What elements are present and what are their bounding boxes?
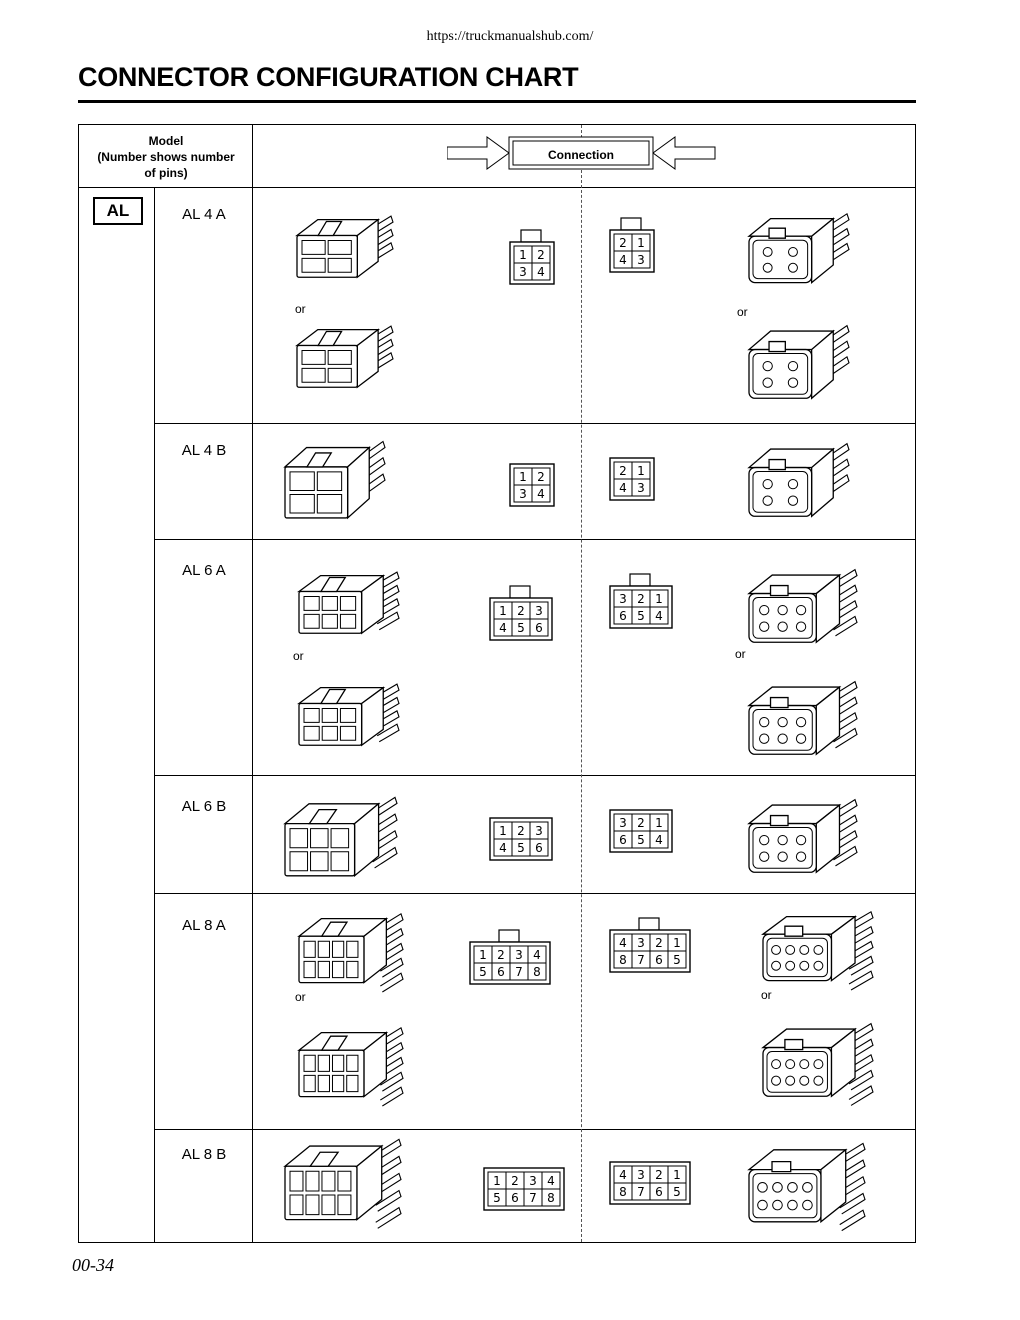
pin-number: 1	[655, 592, 663, 606]
female-connector-al4a-alt-icon	[743, 321, 851, 405]
pin-number: 1	[673, 936, 681, 950]
pin-number: 2	[517, 604, 525, 618]
pin-number: 1	[479, 948, 487, 962]
pin-number: 4	[619, 1168, 627, 1182]
model-label: AL 4 B	[181, 442, 227, 459]
pin-number: 7	[515, 965, 523, 979]
pin-number: 5	[517, 621, 525, 635]
pin-number: 3	[519, 487, 527, 501]
pin-number: 2	[655, 936, 663, 950]
connector-chart	[78, 124, 916, 1243]
pin-number: 7	[637, 953, 645, 967]
female-connector-al8a-icon	[757, 907, 875, 987]
pin-number: 3	[519, 265, 527, 279]
male-connector-al6b-icon	[279, 793, 399, 883]
pin-number: 3	[619, 816, 627, 830]
pin-number: 6	[655, 953, 663, 967]
model-column-divider	[252, 125, 253, 1242]
source-url: https://truckmanualshub.com/	[426, 29, 594, 44]
male-connector-al6a-icon	[293, 567, 401, 639]
model-label: AL 6 B	[181, 798, 227, 815]
alternative-label: or	[761, 988, 772, 1002]
model-header-line: (Number shows number	[97, 150, 235, 164]
pin-number: 7	[529, 1191, 537, 1205]
series-column-divider	[154, 187, 155, 1242]
male-connector-al6a-alt-icon	[293, 679, 401, 751]
pin-number: 4	[655, 833, 663, 847]
pin-number: 6	[535, 841, 543, 855]
male-connector-al4a-icon	[291, 211, 395, 283]
male-pin-layout-al4a	[509, 229, 555, 285]
row-divider	[154, 539, 915, 540]
pin-number: 1	[655, 816, 663, 830]
pin-number: 2	[637, 592, 645, 606]
pin-number: 2	[517, 824, 525, 838]
male-pin-layout-al8b	[483, 1167, 565, 1211]
model-label: AL 4 A	[182, 206, 226, 223]
pin-number: 2	[511, 1174, 519, 1188]
pin-number: 1	[493, 1174, 501, 1188]
alternative-label: or	[295, 302, 306, 316]
female-pin-layout-al6b	[609, 809, 673, 853]
series-label: AL	[93, 197, 143, 225]
pin-number: 4	[537, 265, 545, 279]
female-connector-al6a-icon	[743, 565, 859, 649]
pin-number: 1	[499, 824, 507, 838]
pin-number: 1	[637, 236, 645, 250]
model-label: AL 8 A	[182, 917, 226, 934]
male-connector-al4a-alt-icon	[291, 321, 395, 393]
row-divider	[154, 1129, 915, 1130]
pin-number: 4	[655, 609, 663, 623]
pin-number: 2	[637, 816, 645, 830]
pin-number: 3	[535, 824, 543, 838]
male-connector-al4b-icon	[279, 437, 387, 525]
pin-number: 3	[619, 592, 627, 606]
male-pin-layout-al8a	[469, 929, 551, 985]
pin-number: 4	[619, 936, 627, 950]
pin-number: 4	[499, 841, 507, 855]
female-pin-layout-al4b	[609, 457, 655, 501]
female-pin-layout-al8b	[609, 1161, 691, 1205]
pin-number: 4	[537, 487, 545, 501]
pin-number: 4	[547, 1174, 555, 1188]
pin-number: 5	[673, 953, 681, 967]
pin-number: 3	[637, 1168, 645, 1182]
pin-number: 8	[619, 1185, 627, 1199]
pin-number: 3	[515, 948, 523, 962]
pin-number: 3	[637, 253, 645, 267]
male-connector-al8b-icon	[279, 1135, 403, 1227]
pin-number: 5	[637, 609, 645, 623]
pin-number: 1	[637, 464, 645, 478]
female-pin-layout-al4a	[609, 217, 655, 273]
female-pin-layout-al6a	[609, 573, 673, 629]
female-connector-al4b-icon	[743, 439, 851, 523]
pin-number: 2	[537, 248, 545, 262]
female-connector-al8b-icon	[743, 1139, 867, 1229]
pin-number: 2	[497, 948, 505, 962]
model-header-line: of pins)	[144, 166, 188, 180]
male-connector-al8a-alt-icon	[293, 1023, 405, 1103]
connection-center-line	[581, 125, 582, 1242]
pin-number: 6	[619, 609, 627, 623]
pin-number: 6	[535, 621, 543, 635]
alternative-label: or	[737, 305, 748, 319]
male-pin-layout-al6a	[489, 585, 553, 641]
pin-number: 1	[673, 1168, 681, 1182]
pin-number: 8	[547, 1191, 555, 1205]
alternative-label: or	[735, 647, 746, 661]
pin-number: 2	[619, 236, 627, 250]
pin-number: 4	[619, 481, 627, 495]
female-connector-al8a-alt-icon	[757, 1019, 875, 1103]
pin-number: 2	[655, 1168, 663, 1182]
pin-number: 5	[517, 841, 525, 855]
row-divider	[154, 423, 915, 424]
page-number: 00-34	[72, 1255, 114, 1275]
title-rule	[78, 100, 916, 103]
female-connector-al6b-icon	[743, 795, 859, 879]
pin-number: 8	[619, 953, 627, 967]
alternative-label: or	[295, 990, 306, 1004]
pin-number: 5	[479, 965, 487, 979]
alternative-label: or	[293, 649, 304, 663]
male-pin-layout-al4b	[509, 463, 555, 507]
female-connector-al6a-alt-icon	[743, 677, 859, 761]
pin-number: 4	[499, 621, 507, 635]
model-label: AL 8 B	[181, 1146, 227, 1163]
pin-number: 6	[655, 1185, 663, 1199]
model-column-header	[79, 133, 253, 181]
pin-number: 4	[619, 253, 627, 267]
male-pin-layout-al6b	[489, 817, 553, 861]
pin-number: 1	[519, 470, 527, 484]
pin-number: 1	[499, 604, 507, 618]
row-divider	[154, 775, 915, 776]
pin-number: 8	[533, 965, 541, 979]
pin-number: 5	[493, 1191, 501, 1205]
pin-number: 3	[535, 604, 543, 618]
model-header-line: Model	[148, 134, 184, 148]
pin-number: 3	[529, 1174, 537, 1188]
pin-number: 5	[673, 1185, 681, 1199]
row-divider	[154, 893, 915, 894]
model-label: AL 6 A	[182, 562, 226, 579]
pin-number: 6	[497, 965, 505, 979]
pin-number: 2	[537, 470, 545, 484]
pin-number: 3	[637, 936, 645, 950]
header-divider	[79, 187, 915, 188]
female-connector-al4a-icon	[743, 209, 851, 289]
pin-number: 4	[533, 948, 541, 962]
male-connector-al8a-icon	[293, 909, 405, 989]
female-pin-layout-al8a	[609, 917, 691, 973]
pin-number: 5	[637, 833, 645, 847]
pin-number: 6	[619, 833, 627, 847]
connection-column-header: Connection	[548, 148, 614, 162]
pin-number: 6	[511, 1191, 519, 1205]
pin-number: 7	[637, 1185, 645, 1199]
pin-number: 3	[637, 481, 645, 495]
pin-number: 2	[619, 464, 627, 478]
page-title: CONNECTOR CONFIGURATION CHART	[78, 62, 579, 92]
pin-number: 1	[519, 248, 527, 262]
